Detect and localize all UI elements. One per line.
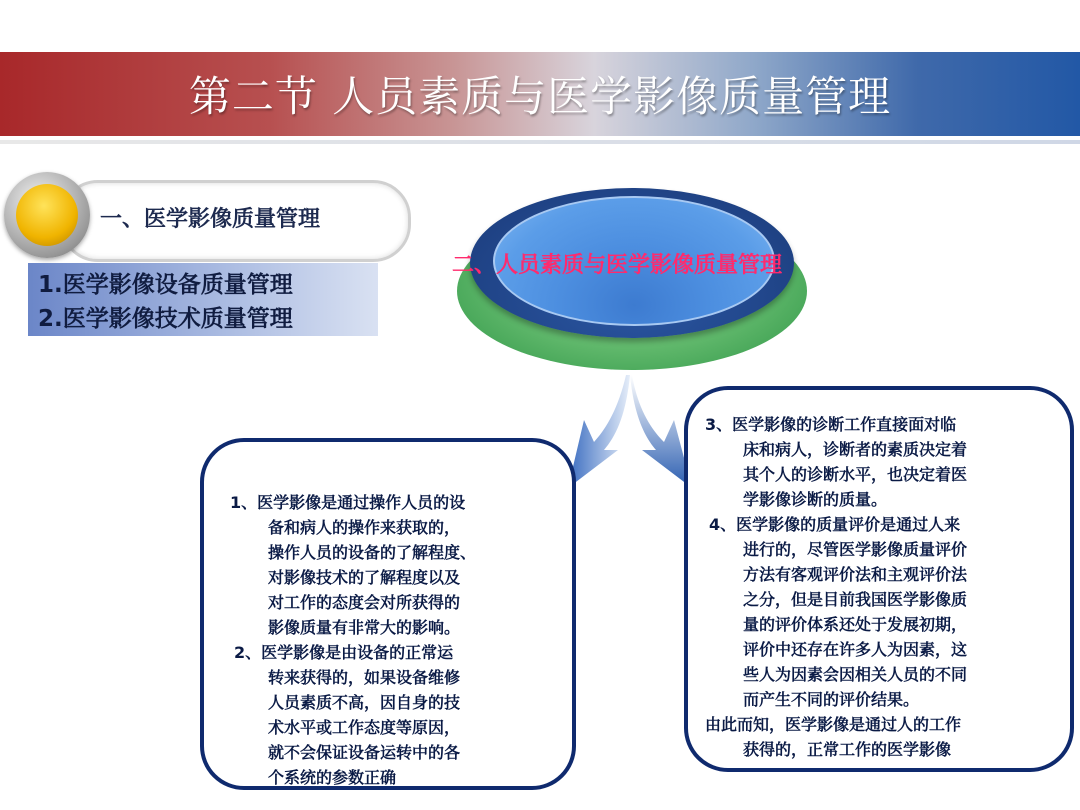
paragraph-1-line: 对工作的态度会对所获得的 (268, 593, 461, 612)
paragraph-2-line: 就不会保证设备运转中的各 (268, 743, 461, 762)
paragraph-2-first-line: 2、医学影像是由设备的正常运 (234, 643, 454, 662)
paragraph-1-first-line: 1、医学影像是通过操作人员的设 (230, 493, 466, 512)
paragraph-4-line: 而产生不同的评价结果。 (743, 690, 920, 709)
paragraph-4-line: 之分，但是目前我国医学影像质 (743, 590, 968, 609)
section2-heading: 二、人员素质与医学影像质量管理 (452, 253, 783, 278)
paragraph-3-line: 其个人的诊断水平，也决定着医 (743, 465, 968, 484)
paragraph-1-line: 操作人员的设备的了解程度、 (268, 543, 477, 562)
paragraph-4-line: 量的评价体系还处于发展初期， (743, 615, 968, 634)
paragraph-4-line: 评价中还存在许多人为因素，这 (743, 640, 968, 659)
left-box-text (230, 490, 560, 790)
paragraph-1-line: 备和病人的操作来获取的， (268, 518, 461, 537)
conclusion-first-line: 由此而知，医学影像是通过人的工作 (705, 715, 962, 734)
paragraph-3-line: 学影像诊断的质量。 (743, 490, 888, 509)
paragraph-2-line: 人员素质不高，因自身的技 (268, 693, 461, 712)
paragraph-4-line: 方法有客观评价法和主观评价法 (743, 565, 968, 584)
paragraph-1-line: 影像质量有非常大的影响。 (268, 618, 461, 637)
paragraph-1-line: 对影像技术的了解程度以及 (268, 568, 461, 587)
paragraph-4-line: 进行的，尽管医学影像质量评价 (743, 540, 968, 559)
paragraph-4-first-line: 4、医学影像的质量评价是通过人来 (709, 515, 961, 534)
right-box-text (705, 412, 1055, 762)
bullet-orb-core-icon (16, 184, 78, 246)
banner-divider (0, 140, 1080, 144)
paragraph-3-line: 床和病人，诊断者的素质决定着 (743, 440, 968, 459)
conclusion-line: 获得的，正常工作的医学影像 (743, 740, 952, 759)
paragraph-2-line: 转来获得的，如果设备维修 (268, 668, 461, 687)
slide-title: 第二节 人员素质与医学影像质量管理 (188, 72, 892, 121)
section1-item-2: 2.医学影像技术质量管理 (38, 306, 293, 332)
section1-heading: 一、医学影像质量管理 (100, 207, 321, 232)
section1-item-1: 1.医学影像设备质量管理 (38, 272, 293, 298)
paragraph-3-first-line: 3、医学影像的诊断工作直接面对临 (705, 415, 957, 434)
paragraph-2-line: 术水平或工作态度等原因， (268, 718, 461, 737)
paragraph-4-line: 些人为因素会因相关人员的不同 (743, 665, 968, 684)
paragraph-2-line: 个系统的参数正确 (268, 768, 397, 787)
